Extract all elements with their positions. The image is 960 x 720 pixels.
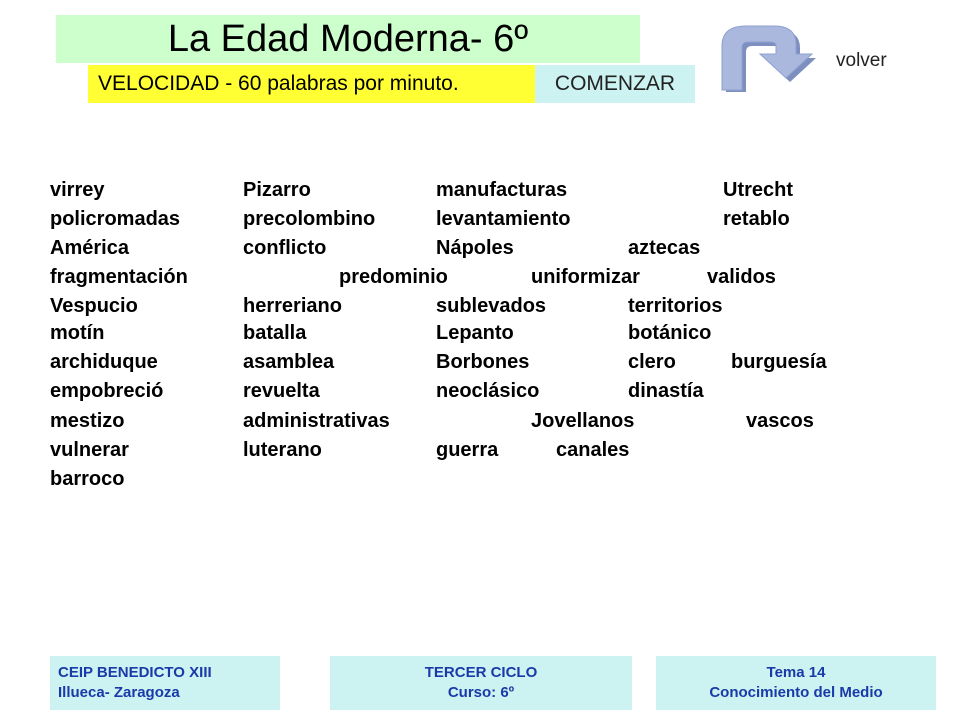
- page-title-text: La Edad Moderna- 6º: [167, 17, 529, 60]
- back-link[interactable]: volver: [836, 50, 887, 71]
- word: burguesía: [731, 351, 827, 373]
- word: mestizo: [50, 410, 125, 432]
- subject-label: Conocimiento del Medio: [709, 684, 883, 701]
- word: América: [50, 237, 129, 259]
- word: luterano: [243, 439, 322, 461]
- word: Borbones: [436, 351, 530, 373]
- word: revuelta: [243, 380, 320, 402]
- word: validos: [707, 266, 776, 288]
- word: conflicto: [243, 237, 327, 259]
- word: clero: [628, 351, 676, 373]
- word: asamblea: [243, 351, 335, 373]
- word: dinastía: [628, 380, 704, 402]
- word: canales: [556, 439, 630, 461]
- footer-cycle: [330, 656, 632, 710]
- word: policromadas: [50, 208, 181, 230]
- word: fragmentación: [50, 266, 188, 288]
- word: Lepanto: [436, 322, 514, 344]
- word: administrativas: [243, 410, 390, 432]
- cycle-label: TERCER CICLO: [424, 664, 538, 681]
- word: batalla: [243, 322, 307, 344]
- word: herreriano: [243, 295, 342, 317]
- speed-label-text: VELOCIDAD - 60 palabras por minuto.: [98, 72, 459, 95]
- word: aztecas: [628, 237, 701, 259]
- course-label: Curso: 6º: [447, 684, 515, 701]
- school-location: Illueca- Zaragoza: [58, 684, 180, 701]
- word: Utrecht: [723, 179, 794, 201]
- word: manufacturas: [436, 179, 568, 201]
- word: vascos: [746, 410, 814, 432]
- footer-subject: [656, 656, 936, 710]
- school-name: CEIP BENEDICTO XIII: [58, 664, 212, 681]
- word: empobreció: [50, 380, 164, 402]
- word: precolombino: [243, 208, 376, 230]
- word: archiduque: [50, 351, 158, 373]
- footer-school: [50, 656, 280, 710]
- word: neoclásico: [436, 380, 540, 402]
- word: virrey: [50, 179, 105, 201]
- word: levantamiento: [436, 208, 571, 230]
- word: uniformizar: [531, 266, 640, 288]
- word: vulnerar: [50, 439, 129, 461]
- word: barroco: [50, 468, 125, 490]
- word: Vespucio: [50, 295, 138, 317]
- word: retablo: [723, 208, 790, 230]
- word: Nápoles: [436, 237, 514, 259]
- word: botánico: [628, 322, 712, 344]
- word: guerra: [436, 439, 499, 461]
- word: motín: [50, 322, 105, 344]
- word: territorios: [628, 295, 723, 317]
- word: sublevados: [436, 295, 547, 317]
- word: predominio: [339, 266, 448, 288]
- word: Pizarro: [243, 179, 311, 201]
- start-button-label: COMENZAR: [554, 72, 676, 95]
- word: Jovellanos: [531, 410, 635, 432]
- unit-label: Tema 14: [766, 664, 826, 681]
